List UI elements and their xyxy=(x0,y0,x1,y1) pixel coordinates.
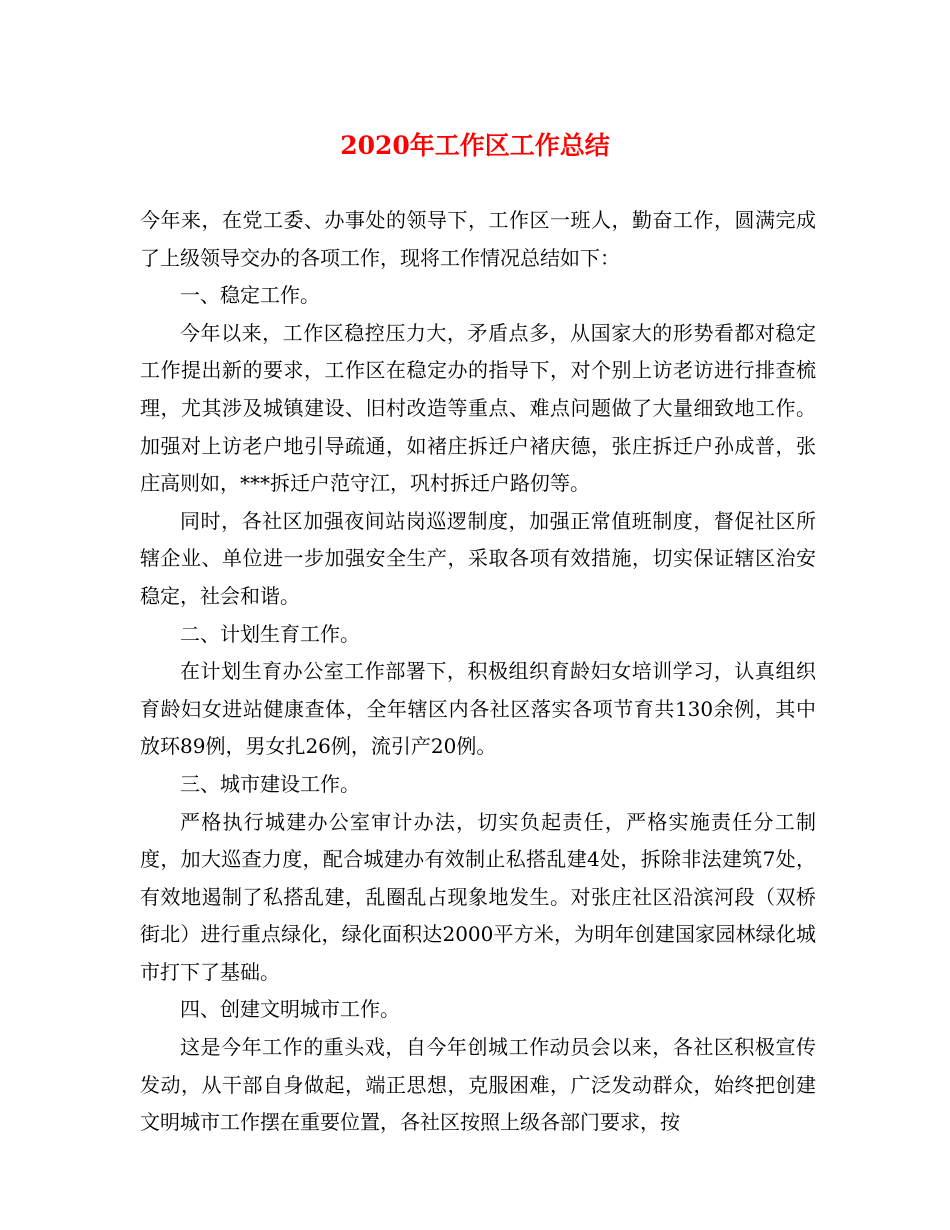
paragraph-security: 同时，各社区加强夜间站岗巡逻制度，加强正常值班制度，督促社区所辖企业、单位进一步加强安全生产，采取各项有效措施，切实保证辖区治安稳定，社会和谐。 xyxy=(140,508,816,608)
document-body xyxy=(140,202,816,1142)
paragraph-urban-construction: 严格执行城建办公室审计办法，切实负起责任，严格实施责任分工制度，加大巡查力度，配合城建办有效制止私搭乱建4处，拆除非法建筑7处，有效地遏制了私搭乱建，乱圈乱占现象地发生。对张庄社区沿滨河段（双桥街北）进行重点绿化，绿化面积达2000平方米，为明年创建国家园林绿化城市打下了基础。 xyxy=(140,809,816,984)
section-heading-civilized-city: 四、创建文明城市工作。 xyxy=(180,997,400,1022)
section-heading-urban-construction: 三、城市建设工作。 xyxy=(180,771,360,796)
paragraph-stability: 今年以来，工作区稳控压力大，矛盾点多，从国家大的形势看都对稳定工作提出新的要求，工作区在稳定办的指导下，对个别上访老访进行排查梳理，尤其涉及城镇建设、旧村改造等重点、难点问题做了大量细致地工作。加强对上访老户地引导疏通，如褚庄拆迁户褚庆德，张庄拆迁户孙成普，张庄高则如，***拆迁户范守江，巩村拆迁户路仞等。 xyxy=(140,320,816,496)
section-heading-stability: 一、稳定工作。 xyxy=(180,283,320,308)
document-title: 2020年工作区工作总结 xyxy=(340,131,610,160)
paragraph-intro: 今年来，在党工委、办事处的领导下，工作区一班人，勤奋工作，圆满完成了上级领导交办的各项工作，现将工作情况总结如下： xyxy=(140,208,816,270)
paragraph-family-planning: 在计划生育办公室工作部署下，积极组织育龄妇女培训学习，认真组织育龄妇女进站健康查体，全年辖区内各社区落实各项节育共130余例，其中放环89例，男女扎26例，流引产20例。 xyxy=(140,659,816,759)
paragraph-civilized-city: 这是今年工作的重头戏，自今年创城工作动员会以来，各社区积极宣传发动，从干部自身做起，端正思想，克服困难，广泛发动群众，始终把创建文明城市工作摆在重要位置，各社区按照上级各部门要求，按 xyxy=(140,1035,816,1135)
section-heading-family-planning: 二、计划生育工作。 xyxy=(180,621,360,646)
